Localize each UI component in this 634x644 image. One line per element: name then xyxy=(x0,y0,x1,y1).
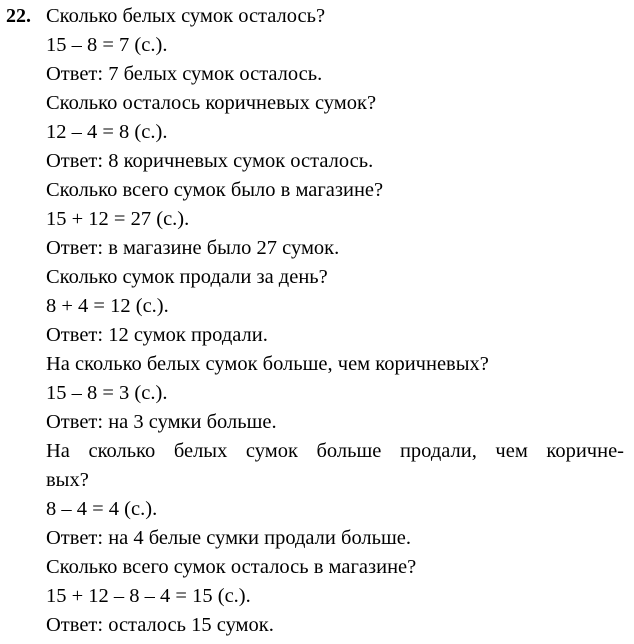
answer-line: Ответ: на 4 белые сумки продали больше. xyxy=(46,527,412,549)
calculation-line: 12 – 4 = 8 (с.). xyxy=(46,121,168,143)
calculation-line: 8 + 4 = 12 (с.). xyxy=(46,295,169,317)
calculation-line: 15 + 12 = 27 (с.). xyxy=(46,208,190,230)
calculation-line: 15 + 12 – 8 – 4 = 15 (с.). xyxy=(46,585,251,607)
answer-line: Ответ: 12 сумок продали. xyxy=(46,324,268,346)
answer-line: Ответ: в магазине было 27 сумок. xyxy=(46,237,340,259)
question-line: Сколько всего сумок осталось в магазине? xyxy=(46,556,417,578)
question-line: Сколько осталось коричневых сумок? xyxy=(46,92,377,114)
problem-number: 22. xyxy=(6,5,31,27)
answer-line: Ответ: 8 коричневых сумок осталось. xyxy=(46,150,374,172)
answer-line: Ответ: осталось 15 сумок. xyxy=(46,614,274,636)
question-line: Сколько всего сумок было в магазине? xyxy=(46,179,384,201)
calculation-line: 15 – 8 = 3 (с.). xyxy=(46,382,168,404)
answer-line: Ответ: на 3 сумки больше. xyxy=(46,411,277,433)
question-line: Сколько сумок продали за день? xyxy=(46,266,328,288)
question-line: Сколько белых сумок осталось? xyxy=(46,5,326,27)
solution-text xyxy=(46,2,624,640)
calculation-line: 15 – 8 = 7 (с.). xyxy=(46,34,168,56)
calculation-line: 8 – 4 = 4 (с.). xyxy=(46,498,158,520)
question-line-continuation: вых? xyxy=(46,469,89,491)
answer-line: Ответ: 7 белых сумок осталось. xyxy=(46,63,323,85)
question-line: На сколько белых сумок больше, чем коричневых? xyxy=(46,353,489,375)
question-line: На сколько белых сумок больше продали, чем коричне- xyxy=(46,440,624,462)
